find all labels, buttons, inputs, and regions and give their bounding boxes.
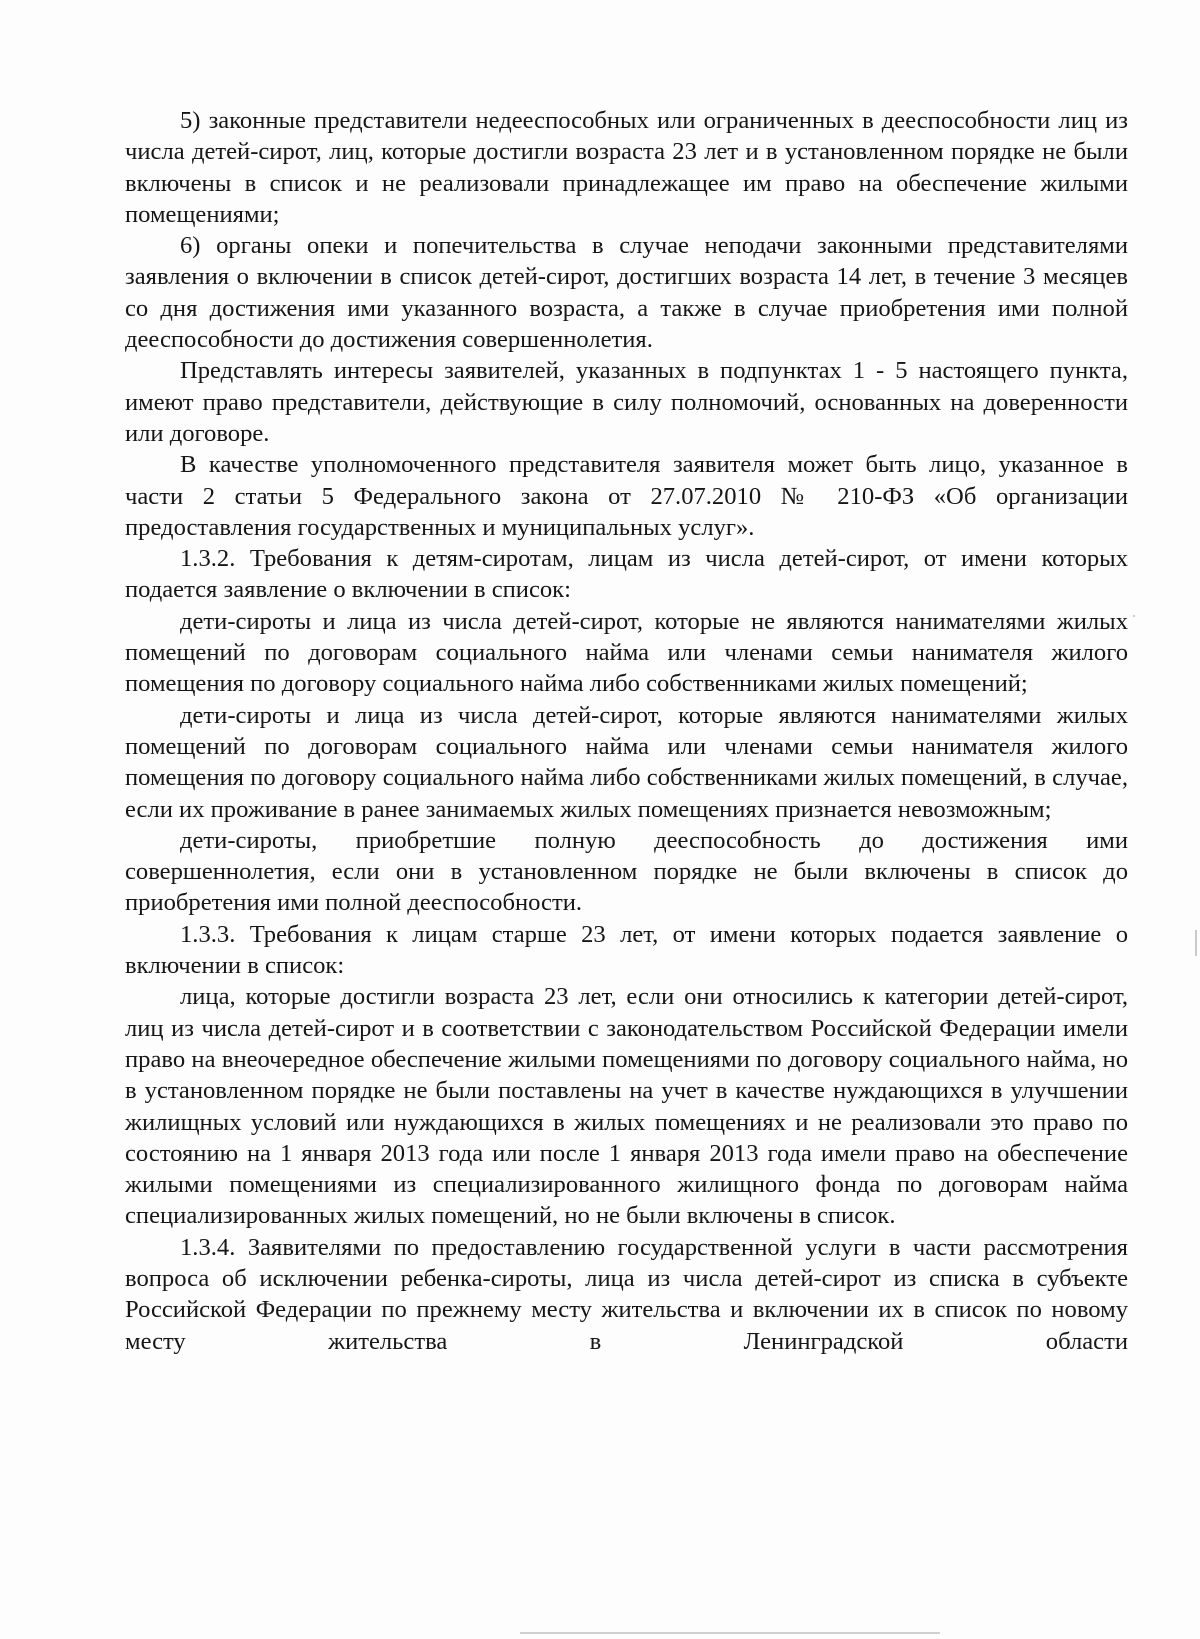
paragraph-item-6: 6) органы опеки и попечительства в случае неподачи законными представителями заявления о включении в список детей-сирот, достигших возраста 14 лет, в течение 3 месяцев со дня достижения ими указанного возраста, а также в случае приобретения ими полной дееспособности до достижения совершеннолетия.	[125, 232, 1128, 354]
paragraph-1-3-3-heading: 1.3.3. Требования к лицам старше 23 лет, от имени которых подается заявление о включении в список:	[125, 920, 1128, 980]
scan-speck	[1133, 615, 1135, 617]
paragraph-1-3-4: 1.3.4. Заявителями по предоставлению государственной услуги в части рассмотрения вопроса об исключении ребенка-сироты, лица из числа детей-сирот из списка в субъекте Российской Федерации по прежнему месту жительства и включении их в список по новому месту жительства в Ленинградской области	[125, 1233, 1128, 1355]
paragraph-orphans-not-tenants: дети-сироты и лица из числа детей-сирот, которые не являются нанимателями жилых помещений по договорам социального найма или членами семьи нанимателя жилого помещения по договору социального найма либо собственниками жилых помещений;	[125, 607, 1128, 698]
paragraph-orphans-emancipated: дети-сироты, приобретшие полную дееспособность до достижения ими совершеннолетия, если они в установленном порядке не были включены в список до приобретения ими полной дееспособности.	[125, 826, 1128, 917]
paragraph-1-3-2-heading: 1.3.2. Требования к детям-сиротам, лицам из числа детей-сирот, от имени которых подается заявление о включении в список:	[125, 545, 1128, 604]
scan-edge-line	[520, 1632, 940, 1634]
paragraph-orphans-tenants: дети-сироты и лица из числа детей-сирот, которые являются нанимателями жилых помещений по договорам социального найма или членами семьи нанимателя жилого помещения по договору социального найма либо собственниками жилых помещений, в случае, если их проживание в ранее занимаемых жилых помещениях признается невозможным;	[125, 701, 1128, 823]
paragraph-item-5: 5) законные представители недееспособных или ограниченных в дееспособности лиц из числа детей-сирот, лиц, которые достигли возраста 23 лет и в установленном порядке не были включены в список и не реализовали принадлежащее им право на обеспечение жилыми помещениями;	[125, 107, 1128, 228]
paragraph-representatives: Представлять интересы заявителей, указанных в подпунктах 1 - 5 настоящего пункта, имеют право представители, действующие в силу полномочий, основанных на доверенности или договоре.	[125, 357, 1128, 447]
paragraph-persons-over-23: лица, которые достигли возраста 23 лет, если они относились к категории детей-сирот, лиц из числа детей-сирот и в соответствии с законодательством Российской Федерации имели право на внеочередное обеспечение жилыми помещениями по договору социального найма, но в установленном порядке не были поставлены на учет в качестве нуждающихся в улучшении жилищных условий или нуждающихся в жилых помещениях и не реализовали это право по состоянию на 1 января 2013 года или после 1 января 2013 года имели право на обеспечение жилыми помещениями из специализированного жилищного фонда по договорам найма специализированных жилых помещений, но не были включены в список.	[125, 983, 1128, 1230]
scan-speck	[1195, 930, 1197, 956]
document-body	[125, 105, 1128, 1357]
paragraph-authorized-representative: В качестве уполномоченного представителя заявителя может быть лицо, указанное в части 2 статьи 5 Федерального закона от 27.07.2010 № 210-ФЗ «Об организации предоставления государственных и муниципальных услуг».	[125, 451, 1128, 541]
